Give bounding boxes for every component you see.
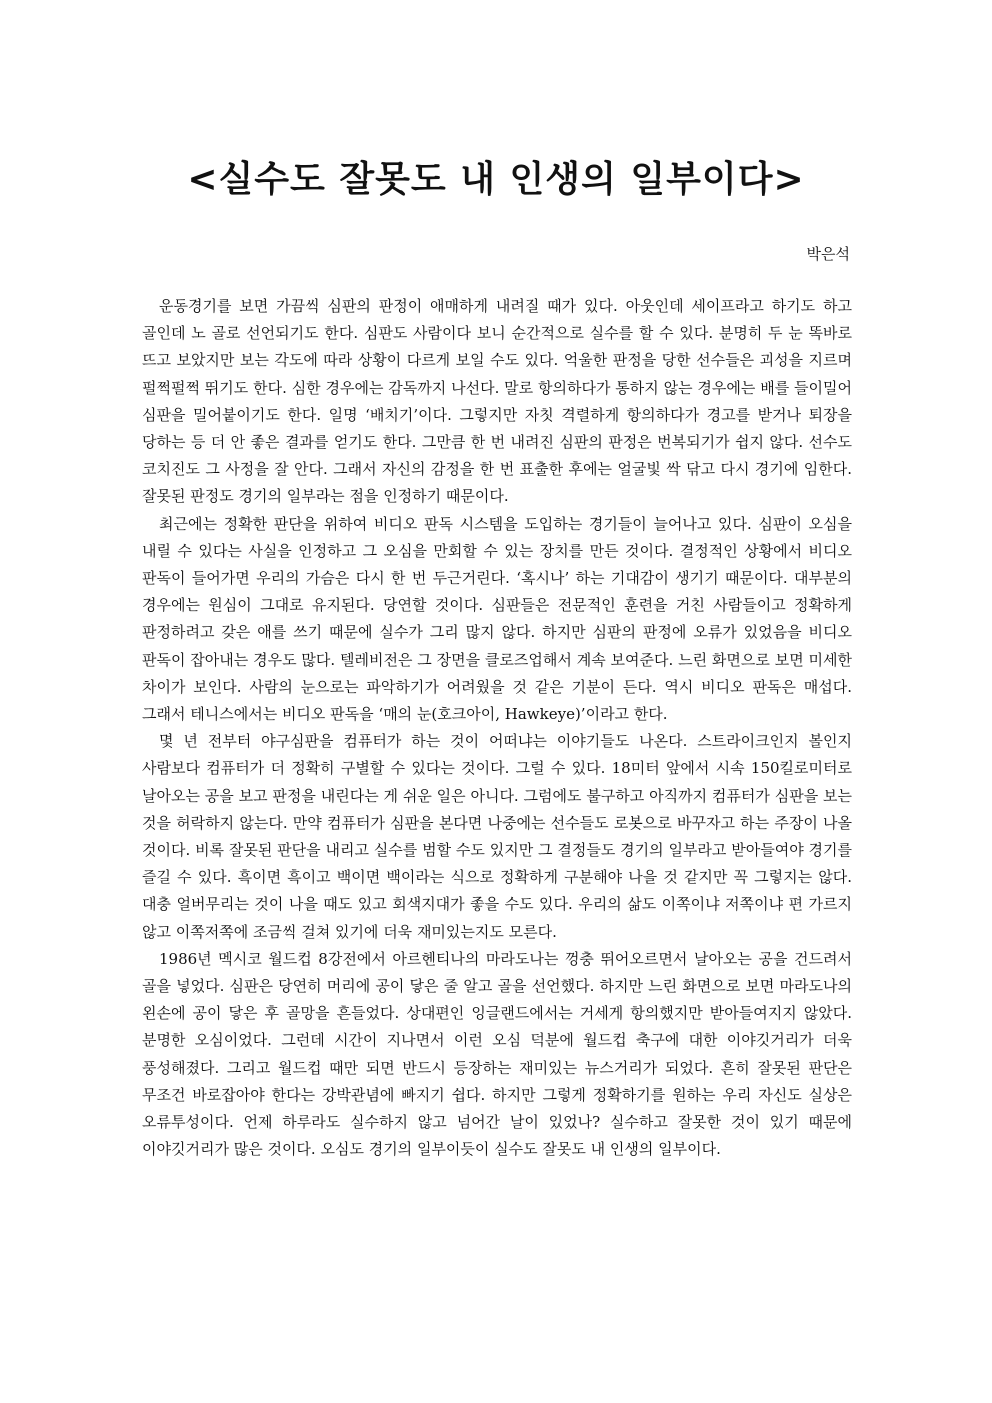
paragraph: 1986년 멕시코 월드컵 8강전에서 아르헨티나의 마라도나는 껑충 뛰어오르면서 날아오는 공을 건드려서 골을 넣었다. 심판은 당연히 머리에 공이 닿은 줄 알고 골을 선언했다. 하지만 느린 화면으로 보면 마라도나의 왼손에 공이 닿은 후 골망을 흔들었다. 상대편인 잉글랜드에서는 거세게 항의했지만 받아들여지지 않았다. 분명한 오심이었다. 그런데 시간이 지나면서 이런 오심 덕분에 월드컵 축구에 대한 이야깃거리가 더욱 풍성해졌다. 그리고 월드컵 때만 되면 반드시 등장하는 재미있는 뉴스거리가 되었다. 흔히 잘못된 판단은 무조건 바로잡아야 한다는 강박관념에 빠지기 쉽다. 하지만 그렇게 정확하기를 원하는 우리 자신도 실상은 오류투성이다. 언제 하루라도 실수하지 않고 넘어간 날이 있었나? 실수하고 잘못한 것이 있기 때문에 이야깃거리가 많은 것이다. 오심도 경기의 일부이듯이 실수도 잘못도 내 인생의 일부이다. [142, 949, 852, 1159]
page-title: <실수도 잘못도 내 인생의 일부이다> [187, 159, 805, 200]
author-name: 박은석 [806, 245, 850, 263]
paragraph: 운동경기를 보면 가끔씩 심판의 판정이 애매하게 내려질 때가 있다. 아웃인데 세이프라고 하기도 하고 골인데 노 골로 선언되기도 한다. 심판도 사람이다 보니 순간적으로 실수를 할 수 있다. 분명히 두 눈 똑바로 뜨고 보았지만 보는 각도에 따라 상황이 다르게 보일 수도 있다. 억울한 판정을 당한 선수들은 괴성을 지르며 펄쩍펄쩍 뛰기도 한다. 심한 경우에는 감독까지 나선다. 말로 항의하다가 통하지 않는 경우에는 배를 들이밀어 심판을 밀어붙이기도 한다. 일명 ‘배치기’이다. 그렇지만 자칫 격렬하게 항의하다가 경고를 받거나 퇴장을 당하는 등 더 안 좋은 결과를 얻기도 한다. 그만큼 한 번 내려진 심판의 판정은 번복되기가 쉽지 않다. 선수도 코치진도 그 사정을 잘 안다. 그래서 자신의 감정을 한 번 표출한 후에는 얼굴빛 싹 닦고 다시 경기에 임한다. 잘못된 판정도 경기의 일부라는 점을 인정하기 때문이다. [142, 297, 852, 506]
essay-body [142, 293, 852, 1164]
paragraph: 몇 년 전부터 야구심판을 컴퓨터가 하는 것이 어떠냐는 이야기들도 나온다. 스트라이크인지 볼인지 사람보다 컴퓨터가 더 정확히 구별할 수 있다는 것이다. 그럴 수 있다. 18미터 앞에서 시속 150킬로미터로 날아오는 공을 보고 판정을 내린다는 게 쉬운 일은 아니다. 그럼에도 불구하고 아직까지 컴퓨터가 심판을 보는 것을 허락하지 않는다. 만약 컴퓨터가 심판을 본다면 나중에는 선수들도 로봇으로 바꾸자고 하는 주장이 나올 것이다. 비록 잘못된 판단을 내리고 실수를 범할 수도 있지만 그 결정들도 경기의 일부라고 받아들여야 경기를 즐길 수 있다. 흑이면 흑이고 백이면 백이라는 식으로 정확하게 구분해야 나을 것 같지만 꼭 그렇지는 않다. 대충 얼버무리는 것이 나을 때도 있고 회색지대가 좋을 수도 있다. 우리의 삶도 이쪽이냐 저쪽이냐 편 가르지 않고 이쪽저쪽에 조금씩 걸쳐 있기에 더욱 재미있는지도 모른다. [142, 732, 852, 941]
paragraph: 최근에는 정확한 판단을 위하여 비디오 판독 시스템을 도입하는 경기들이 늘어나고 있다. 심판이 오심을 내릴 수 있다는 사실을 인정하고 그 오심을 만회할 수 있는 장치를 만든 것이다. 결정적인 상황에서 비디오 판독이 들어가면 우리의 가슴은 다시 한 번 두근거린다. ‘혹시나’ 하는 기대감이 생기기 때문이다. 대부분의 경우에는 원심이 그대로 유지된다. 당연할 것이다. 심판들은 전문적인 훈련을 거친 사람들이고 정확하게 판정하려고 갖은 애를 쓰기 때문에 실수가 그리 많지 않다. 하지만 심판의 판정에 오류가 있었음을 비디오 판독이 잡아내는 경우도 많다. 텔레비전은 그 장면을 클로즈업해서 계속 보여준다. 느린 화면으로 보면 미세한 차이가 보인다. 사람의 눈으로는 파악하기가 어려웠을 것 같은 기분이 든다. 역시 비디오 판독은 매섭다. 그래서 테니스에서는 비디오 판독을 ‘매의 눈(호크아이, Hawkeye)’이라고 한다. [142, 514, 852, 724]
